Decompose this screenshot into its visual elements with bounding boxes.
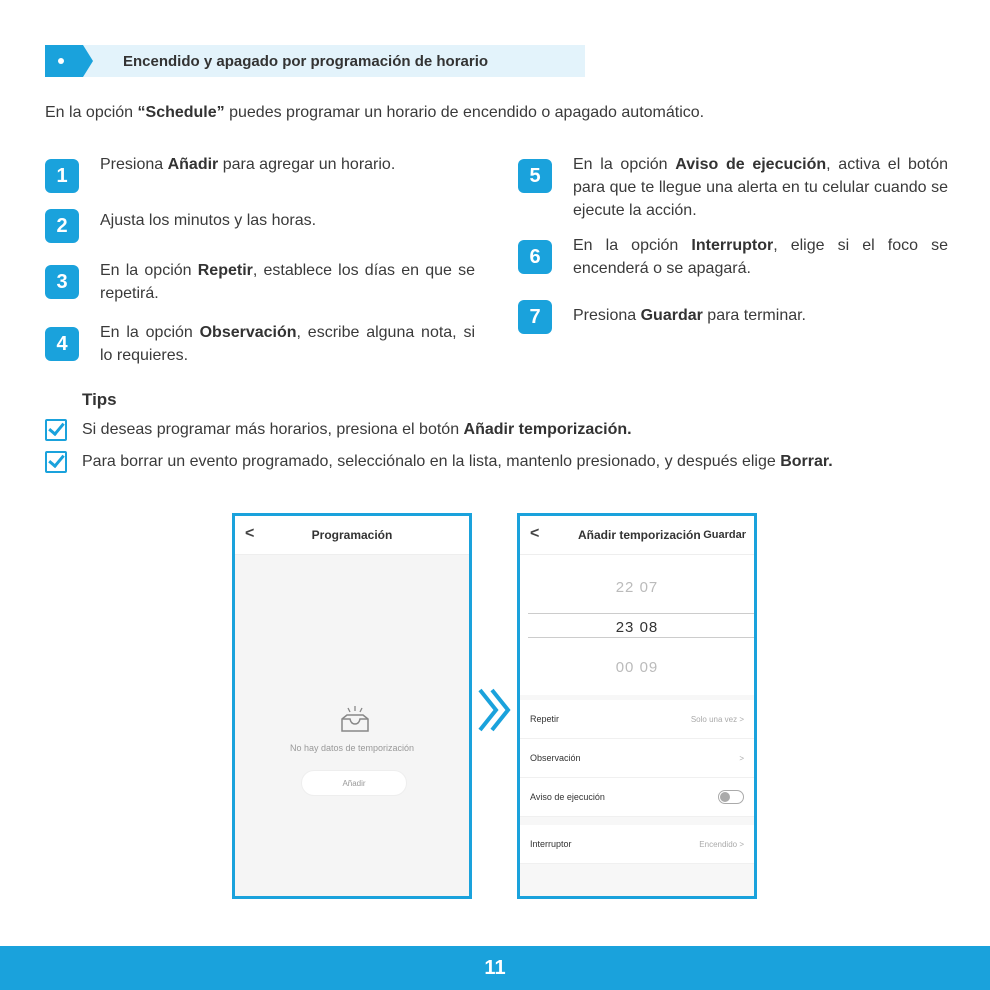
chevron-right-icon: > <box>739 839 744 849</box>
step-number: 5 <box>518 159 552 193</box>
tip-text: Para borrar un evento programado, selecciónalo en la lista, mantenlo presionado, y después elige Borrar. <box>82 453 833 470</box>
picker-divider <box>528 613 754 614</box>
step-number: 6 <box>518 240 552 274</box>
tip-item <box>45 414 833 446</box>
row-label: Interruptor <box>530 839 572 849</box>
screen-body <box>235 555 469 899</box>
chevron-right-icon: > <box>739 714 744 724</box>
section-flag <box>45 45 83 77</box>
tip-item <box>45 446 833 478</box>
step-6 <box>518 234 948 280</box>
row-value: Solo una vez > <box>690 714 744 724</box>
bullet-icon <box>58 58 64 64</box>
screen-title: Programación <box>311 528 393 542</box>
screen-header <box>520 516 754 555</box>
row-label: Repetir <box>530 714 560 724</box>
tip-text: Si deseas programar más horarios, presiona el botón Añadir temporización. <box>82 421 632 438</box>
intro-bold: “Schedule” <box>137 104 225 121</box>
intro-paragraph <box>45 104 704 122</box>
row-label: Observación <box>530 753 581 763</box>
step-number: 3 <box>45 265 79 299</box>
step-4 <box>45 321 475 367</box>
picker-option[interactable]: 00 09 <box>615 659 659 676</box>
step-number: 2 <box>45 209 79 243</box>
back-icon[interactable]: < <box>245 525 255 542</box>
step-text: Presiona Añadir para agregar un horario. <box>100 156 396 173</box>
steps-right-column <box>518 153 948 350</box>
empty-tray-icon <box>338 705 372 735</box>
notification-row <box>520 778 754 817</box>
add-button[interactable]: Añadir <box>301 770 407 796</box>
save-button[interactable]: Guardar <box>703 529 746 541</box>
step-number: 7 <box>518 300 552 334</box>
step-text: Ajusta los minutos y las horas. <box>100 212 317 229</box>
step-text: En la opción Interruptor, elige si el foco se encenderá o se apagará. <box>573 237 949 277</box>
step-text: Presiona Guardar para terminar. <box>573 307 806 324</box>
page-footer <box>0 946 990 990</box>
step-number: 1 <box>45 159 79 193</box>
settings-list <box>520 695 754 899</box>
step-text: En la opción Observación, escribe alguna nota, si lo requieres. <box>100 324 475 364</box>
checkbox-icon <box>45 419 67 441</box>
step-2 <box>45 209 475 243</box>
screenshot-schedule-empty <box>232 513 472 899</box>
step-text: En la opción Repetir, establece los días en que se repetirá. <box>100 262 475 302</box>
section-header <box>45 45 585 77</box>
step-1 <box>45 153 475 193</box>
row-value: Encendido > <box>699 839 744 849</box>
steps-left-column <box>45 153 475 383</box>
picker-selected[interactable]: 23 08 <box>615 619 659 636</box>
page-number: 11 <box>484 956 506 979</box>
picker-divider <box>528 637 754 638</box>
section-title: Encendido y apagado por programación de horario <box>83 45 585 77</box>
screen-title: Añadir temporización <box>578 528 701 542</box>
back-icon[interactable]: < <box>530 525 540 542</box>
intro-text-end: puedes programar un horario de encendido o apagado automático. <box>224 104 705 121</box>
chevron-right-icon: > <box>739 753 744 763</box>
checkbox-icon <box>45 451 67 473</box>
picker-option[interactable]: 22 07 <box>615 579 659 596</box>
switch-row[interactable] <box>520 825 754 864</box>
step-text: En la opción Aviso de ejecución, activa el botón para que te llegue una alerta en tu celular cuando se ejecute la acción. <box>573 156 948 219</box>
screenshot-add-schedule <box>517 513 757 899</box>
screen-header <box>235 516 469 555</box>
notification-toggle[interactable] <box>718 790 744 804</box>
double-chevron-right-icon <box>476 686 514 734</box>
repeat-row[interactable] <box>520 700 754 739</box>
intro-text: En la opción <box>45 104 138 121</box>
empty-state-text: No hay datos de temporización <box>289 743 415 753</box>
row-label: Aviso de ejecución <box>530 792 605 802</box>
tips-section <box>45 390 833 478</box>
step-number: 4 <box>45 327 79 361</box>
tips-title: Tips <box>82 390 117 409</box>
step-5 <box>518 153 948 222</box>
step-3 <box>45 259 475 305</box>
step-7 <box>518 300 948 334</box>
time-picker[interactable] <box>520 555 754 695</box>
observation-row[interactable] <box>520 739 754 778</box>
